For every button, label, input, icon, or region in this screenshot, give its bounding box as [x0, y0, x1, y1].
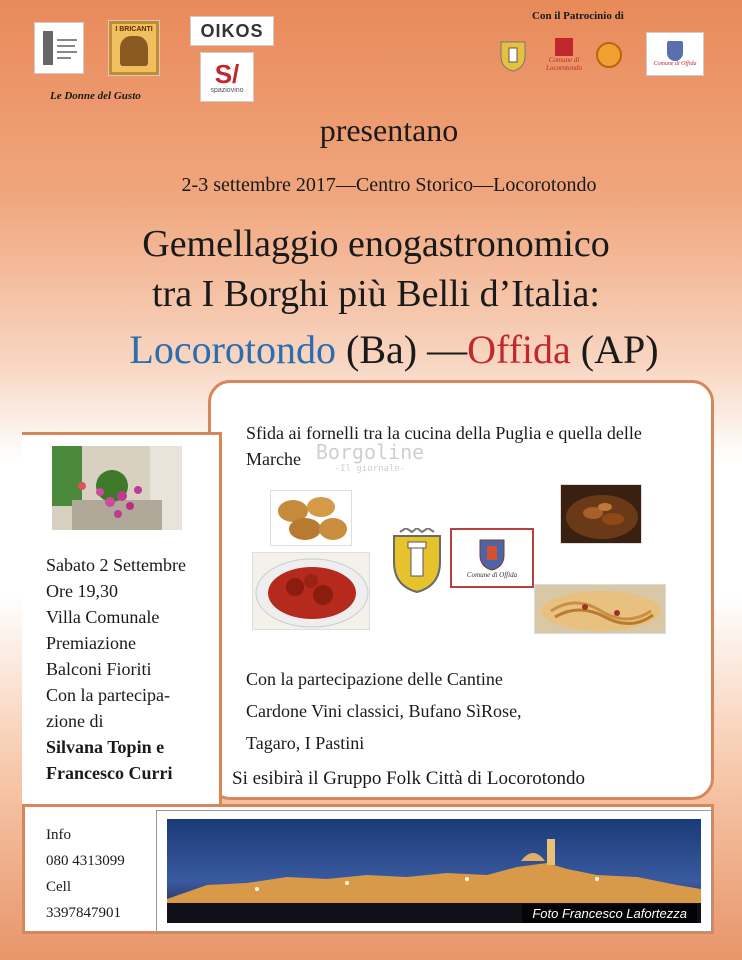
spaziovino-logo: S/ spaziovino [200, 52, 254, 102]
title-line-3 [0, 326, 742, 373]
folk-group-text: Si esibirà il Gruppo Folk Città di Locorotondo [232, 768, 586, 789]
locorotondo-night-photo [156, 810, 712, 932]
crest-icon [388, 528, 446, 594]
event-award: Premiazione [46, 633, 136, 653]
date-place-text: 2-3 settembre 2017—Centro Storico—Locorotondo [181, 174, 597, 196]
contact-info [46, 822, 125, 926]
patrocinio-label: Con il Patrocinio di [532, 10, 624, 22]
oikos-logo: OIKOS [190, 16, 274, 46]
guest-2: Francesco Curri [46, 763, 173, 783]
orange-seal-logo [596, 42, 622, 68]
phone-number: 080 4313099 [46, 853, 125, 869]
title-line-1: Gemellaggio enogastronomico [142, 223, 610, 265]
cantine-line-2: Cardone Vini classici, Bufano SìRose, [246, 701, 522, 721]
participation-2: zione di [46, 711, 104, 731]
town-locorotondo: Locorotondo [129, 327, 337, 372]
photo-credit: Foto Francesco Lafortezza [522, 904, 697, 923]
flowers-photo [52, 446, 182, 530]
offida-card: Comune di Offida [450, 528, 534, 588]
event-venue: Villa Comunale [46, 607, 160, 627]
guest-1: Silvana Topin e [46, 737, 165, 757]
crest-locorotondo-small [498, 38, 528, 72]
tower-icon [37, 25, 81, 71]
meat-sauce-image [252, 552, 370, 630]
offida-crest-icon [477, 537, 507, 571]
title-line-2: tra I Borghi più Belli d’Italia: [152, 273, 600, 315]
associazione-logo [34, 22, 84, 74]
info-label: Info [46, 827, 71, 843]
cell-number: 3397847901 [46, 905, 121, 921]
stew-image [560, 484, 642, 544]
province-ba: (Ba) — [336, 327, 468, 372]
fried-food-image [270, 490, 352, 546]
comune-offida-logo: Comune di Offida [646, 32, 704, 76]
event-award-2: Balconi Fioriti [46, 659, 152, 679]
watermark: Borgoline -Il giornale- [315, 440, 425, 474]
donne-del-gusto-label: Le Donne del Gusto [50, 90, 141, 102]
balconi-details [46, 552, 216, 786]
cantine-line-3: Tagaro, I Pastini [246, 733, 365, 753]
bricanti-logo: I BRICANTI [108, 20, 160, 76]
sfida-text: Sfida ai fornelli tra la cucina della Puglia e quella delle Marche [246, 423, 642, 469]
pasta-image [534, 584, 666, 634]
province-ap: (AP) [570, 327, 659, 372]
presentano-text: presentano [319, 112, 459, 148]
cell-label: Cell [46, 879, 71, 895]
event-date: Sabato 2 Settembre [46, 555, 186, 575]
event-time: Ore 19,30 [46, 581, 118, 601]
comune-locorotondo-logo: Comune di Locorotondo [536, 36, 592, 74]
crest-icon [498, 38, 528, 72]
participation-1: Con la partecipa- [46, 685, 170, 705]
town-offida: Offida [467, 327, 571, 372]
cantine-line-1: Con la partecipazione delle Cantine [246, 669, 503, 689]
crest-locorotondo [388, 528, 446, 594]
